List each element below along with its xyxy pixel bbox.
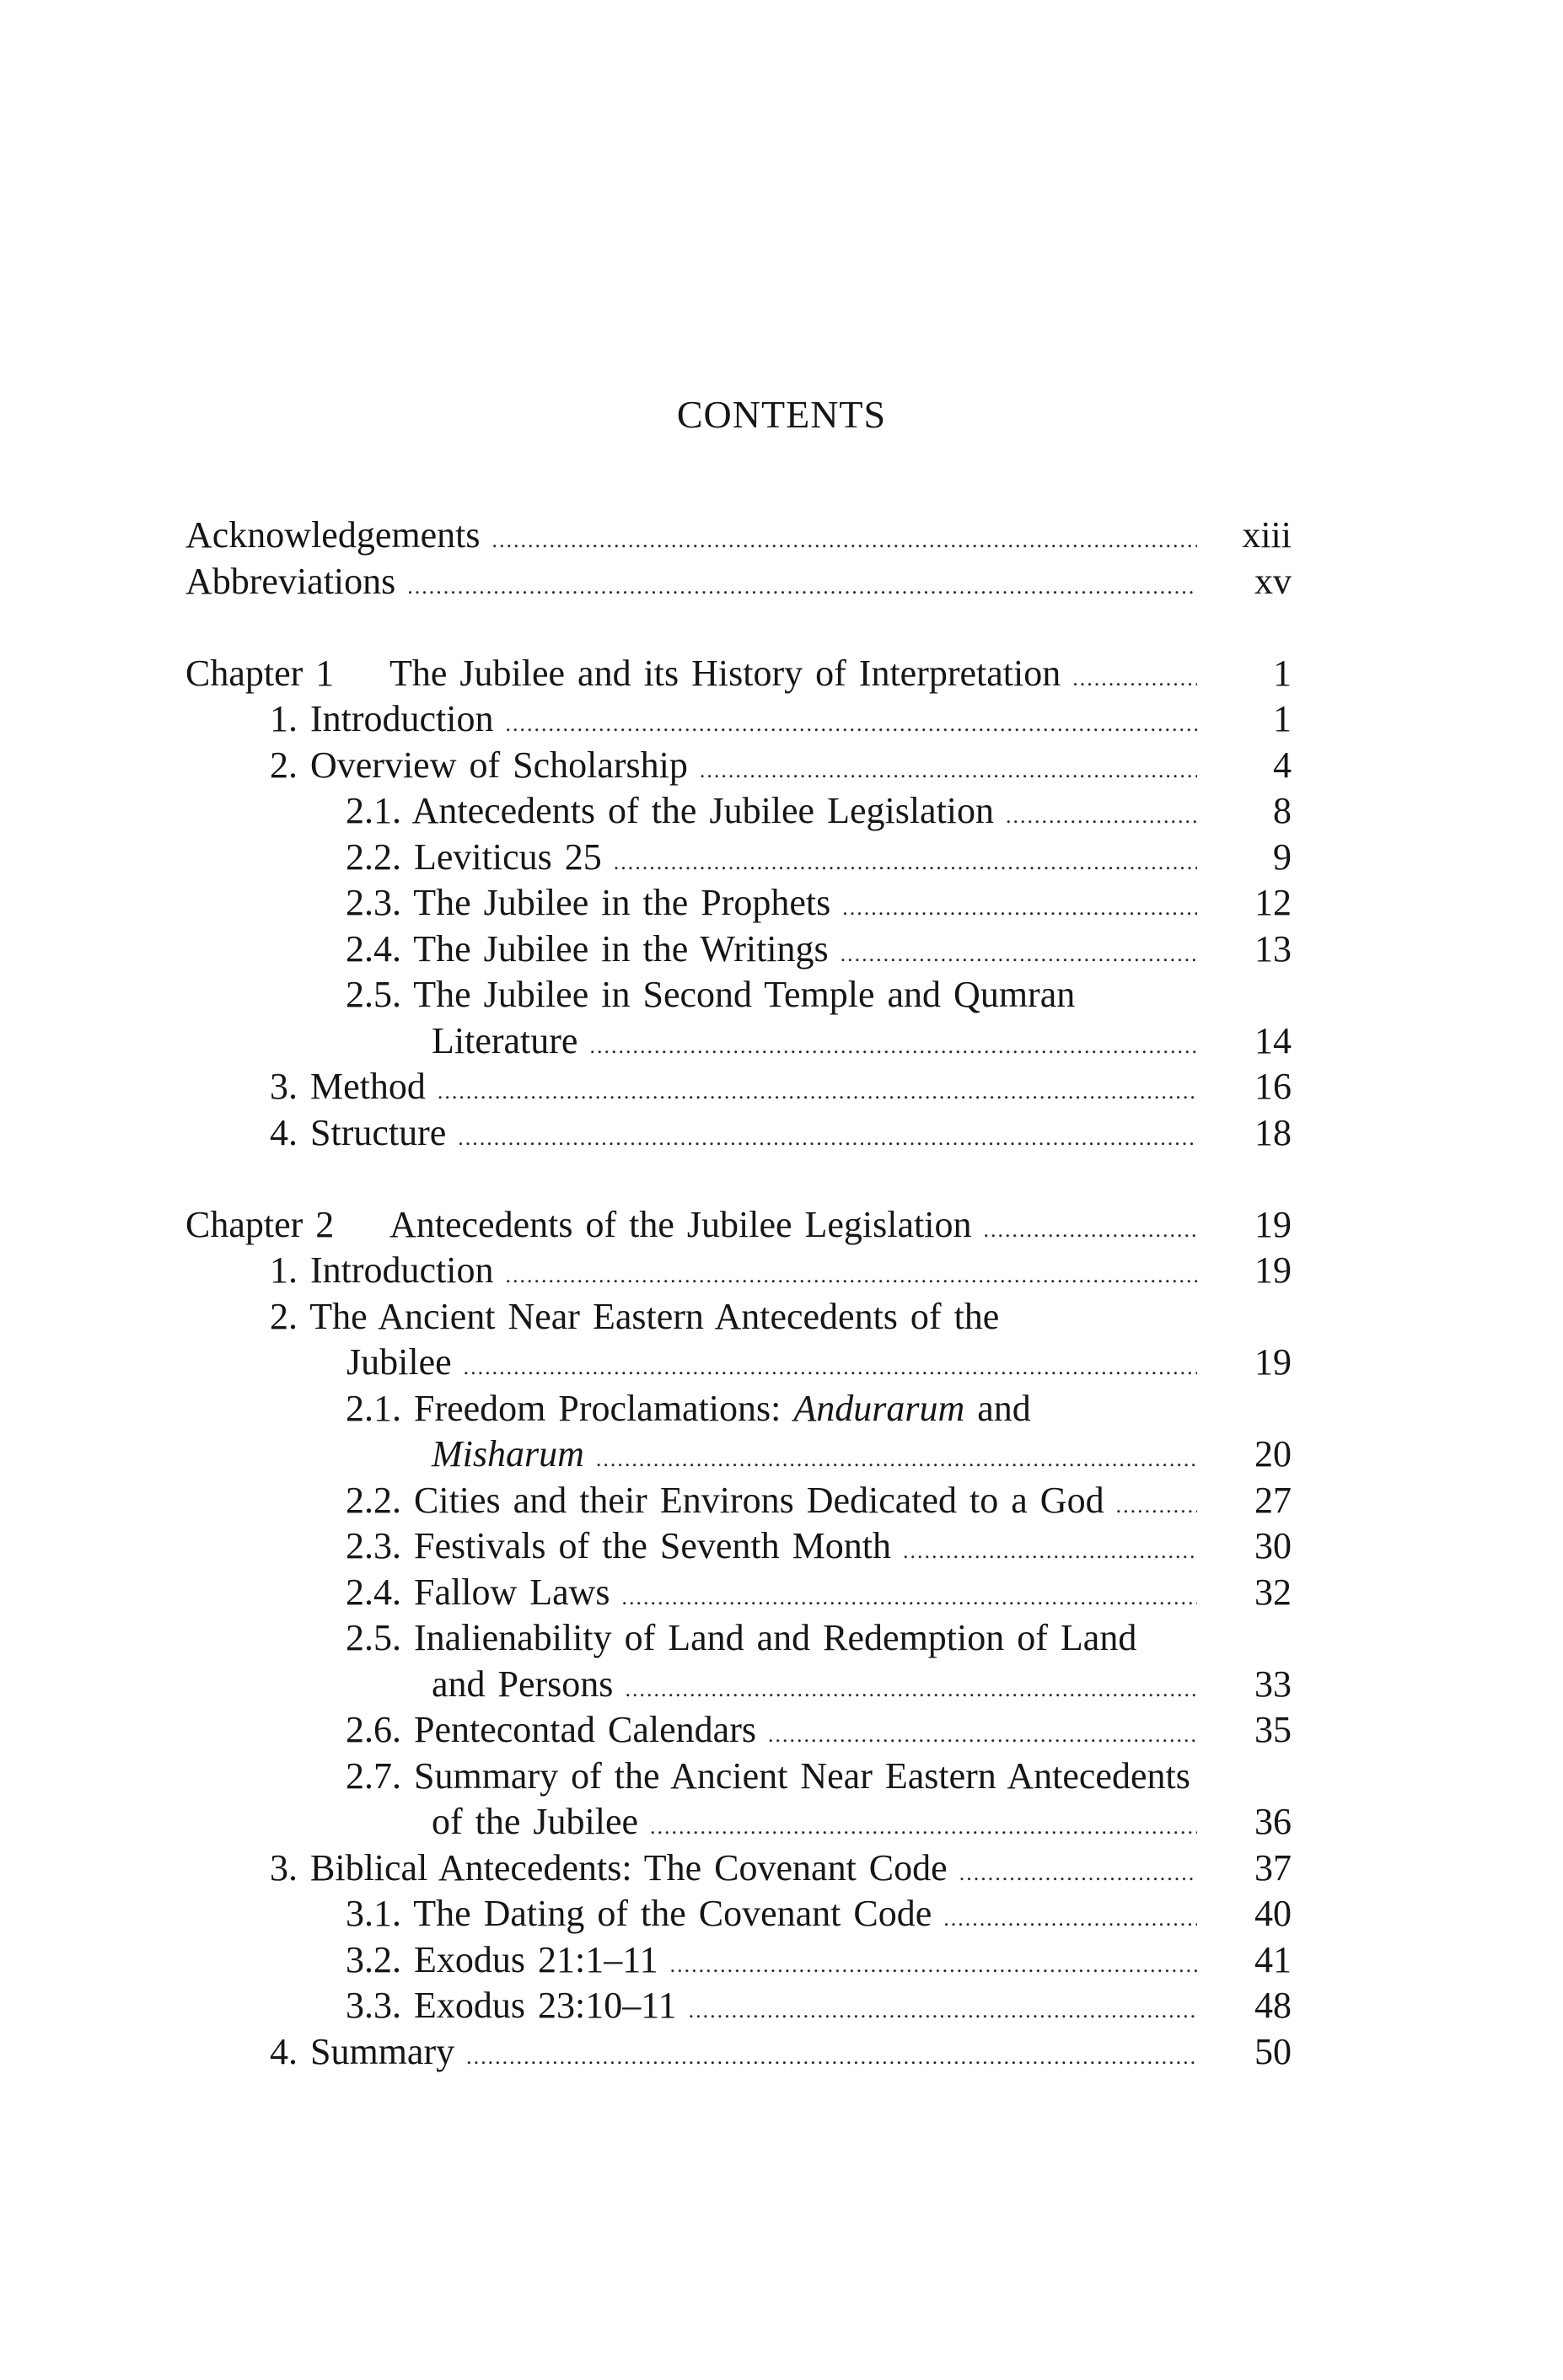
entry-page: 50 [1254,2030,1292,2072]
toc-entry [185,927,1292,973]
entry-page: 13 [1254,927,1292,970]
table-of-contents [185,513,1292,2075]
toc-entry [185,788,1292,835]
toc-entry-continued [185,1662,1292,1708]
toc-entry-continued [185,1799,1292,1845]
leader-dots [491,518,1197,564]
toc-entry [185,1294,1292,1340]
leader-dots [407,564,1197,610]
toc-entry [185,972,1292,1018]
entry-label: 3. Method [270,1066,426,1107]
toc-entry [185,1845,1292,1892]
entry-label: 2.5. Inalienability of Land and Redemption of Land [346,1617,1137,1658]
entry-page: 19 [1254,1341,1292,1383]
leader-dots [903,1528,1197,1575]
toc-entry-acknowledgements [185,513,1292,559]
entry-page: xiii [1242,514,1292,556]
entry-label: 3. Biblical Antecedents: The Covenant Code [270,1846,948,1888]
entry-page: 19 [1254,1249,1292,1291]
entry-page: 35 [1254,1709,1292,1750]
leader-dots [1006,793,1197,840]
entry-label: and Persons [432,1663,614,1705]
entry-label: Jubilee [346,1341,452,1383]
entry-page: 4 [1273,744,1292,786]
leader-dots [622,1575,1197,1621]
toc-entry [185,1248,1292,1294]
entry-page: 40 [1254,1893,1292,1934]
entry-label: 1. Introduction [270,1249,494,1291]
toc-entry [185,1754,1292,1800]
leader-dots [670,1942,1197,1989]
leader-dots [464,1345,1197,1391]
entry-page: 20 [1254,1433,1292,1475]
entry-page: 19 [1254,1203,1292,1245]
toc-entry [185,1386,1292,1432]
leader-dots [768,1712,1197,1759]
leader-dots [1072,656,1197,702]
entry-label: 2. Overview of Scholarship [270,744,688,786]
leader-dots [1116,1483,1197,1529]
entry-label: Abbreviations [185,560,396,602]
entry-label: 2.3. The Jubilee in the Prophets [346,882,831,923]
toc-entry-abbreviations [185,559,1292,605]
entry-page: 27 [1254,1479,1292,1521]
entry-page: 41 [1254,1938,1292,1980]
chapter-title: Antecedents of the Jubilee Legislation [389,1203,972,1245]
toc-entry-continued [185,1018,1292,1065]
chapter-number: Chapter 1 [185,652,335,694]
entry-label: Misharum [432,1433,584,1475]
entry-label: 2.4. The Jubilee in the Writings [346,927,829,970]
entry-page: 30 [1254,1525,1292,1566]
entry-page: 9 [1273,835,1292,878]
leader-dots [983,1207,1197,1254]
entry-label: 2.7. Summary of the Ancient Near Eastern Antecedents [346,1754,1190,1797]
entry-label: 3.2. Exodus 21:1–11 [346,1938,658,1980]
entry-page: 12 [1254,882,1292,923]
chapter-title: The Jubilee and its History of Interpretation [389,652,1061,694]
entry-label: Literature [432,1019,578,1061]
leader-dots [438,1069,1197,1115]
toc-entry [185,2029,1292,2076]
entry-label: 4. Summary [270,2030,455,2072]
entry-page: 18 [1254,1111,1292,1153]
toc-entry [185,1570,1292,1616]
entry-label: 4. Structure [270,1111,447,1153]
entry-page: 1 [1273,698,1292,739]
leader-dots [614,840,1197,886]
entry-page: xv [1254,560,1292,602]
leader-dots [589,1023,1197,1070]
toc-entry [185,1064,1292,1110]
leader-dots [506,1253,1197,1299]
entry-label: 2.4. Fallow Laws [346,1571,610,1613]
chapter-heading [185,1202,983,1249]
entry-label: 2.2. Cities and their Environs Dedicated to a God [346,1479,1104,1521]
leader-dots [689,1988,1197,2034]
toc-entry [185,1983,1292,2029]
entry-label: 2.5. The Jubilee in Second Temple and Qumran [346,974,1076,1015]
entry-label: 3.3. Exodus 23:10–11 [346,1985,677,2026]
entry-page: 16 [1254,1066,1292,1107]
toc-entry [185,1523,1292,1570]
page-title: CONTENTS [676,393,887,436]
entry-page: 48 [1254,1985,1292,2026]
leader-dots [842,885,1197,932]
toc-entry-continued [185,1432,1292,1478]
leader-dots [959,1851,1197,1897]
entry-page: 37 [1254,1846,1292,1888]
toc-entry [185,1478,1292,1524]
entry-label: 1. Introduction [270,698,494,739]
toc-entry [185,1615,1292,1662]
entry-label: 2. The Ancient Near Eastern Antecedents of the [270,1295,1000,1337]
entry-label: 2.6. Pentecontad Calendars [346,1709,756,1750]
entry-page: 14 [1254,1019,1292,1061]
leader-dots [700,748,1197,794]
entry-page: 8 [1273,790,1292,831]
toc-entry [185,1707,1292,1754]
leader-dots [943,1896,1197,1942]
toc-entry-continued [185,1340,1292,1386]
entry-label: 2.2. Leviticus 25 [346,835,602,878]
toc-entry [185,1937,1292,1984]
leader-dots [458,1115,1197,1162]
leader-dots [466,2034,1197,2081]
toc-entry [185,880,1292,927]
entry-label: 3.1. The Dating of the Covenant Code [346,1893,932,1934]
toc-entry [185,1110,1292,1157]
entry-label: 2.1. Freedom Proclamations: Andurarum and [346,1387,1031,1429]
entry-page: 32 [1254,1571,1292,1613]
toc-entry [185,743,1292,789]
entry-page: 1 [1273,652,1292,694]
leader-dots [625,1667,1197,1713]
toc-entry [185,696,1292,743]
toc-entry [185,835,1292,881]
entry-label: of the Jubilee [432,1801,639,1842]
chapter-heading [185,651,1072,697]
entry-label: Acknowledgements [185,514,481,556]
leader-dots [841,932,1197,978]
entry-label: 2.1. Antecedents of the Jubilee Legislation [346,790,995,831]
chapter-number: Chapter 2 [185,1203,335,1245]
leader-dots [650,1804,1197,1851]
toc-chapter-2 [185,1202,1292,1249]
toc-entry [185,1891,1292,1937]
entry-page: 36 [1254,1801,1292,1842]
entry-label: 2.3. Festivals of the Seventh Month [346,1525,891,1566]
leader-dots [596,1437,1197,1483]
leader-dots [506,701,1197,748]
toc-chapter-1 [185,651,1292,697]
entry-page: 33 [1254,1663,1292,1705]
